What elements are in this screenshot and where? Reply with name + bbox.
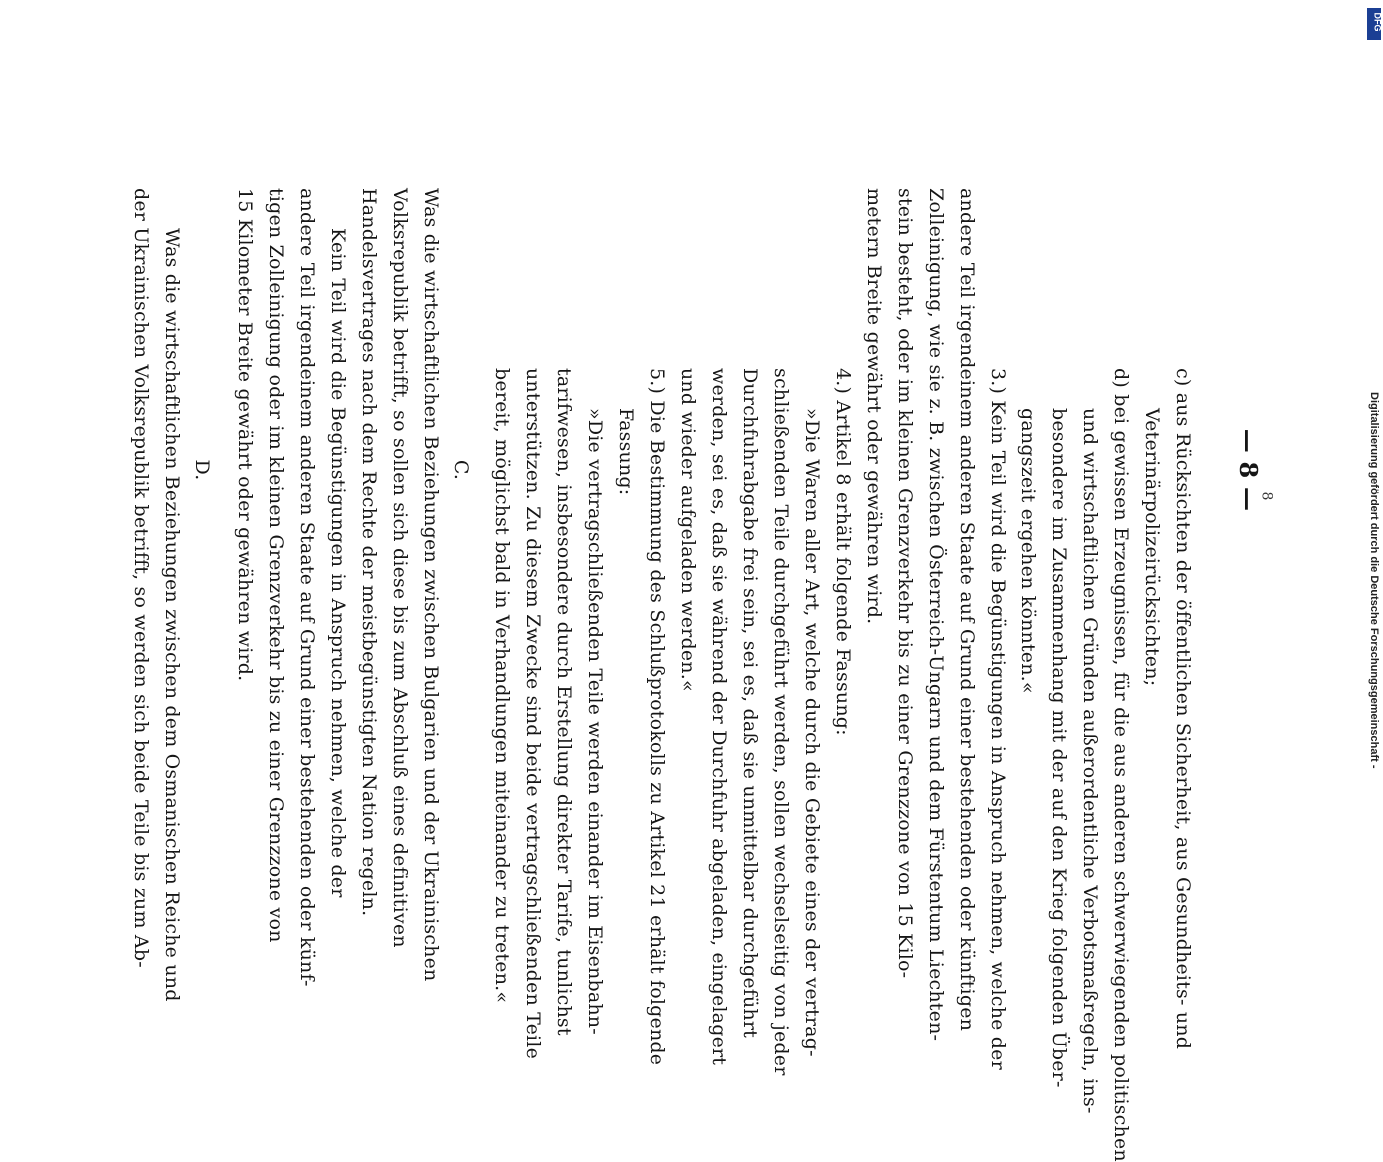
rotated-document-page bbox=[130, 120, 1263, 1162]
dfg-logo-text: DFG bbox=[1372, 12, 1383, 32]
text-line: d) bei gewissen Erzeugnissen, für die aus anderen schwerwiegenden politischen bbox=[1110, 368, 1132, 1162]
text-line: gangszeit ergehen könnten.« bbox=[1017, 408, 1039, 694]
text-line: 15 Kilometer Breite gewährt oder gewähren wird. bbox=[234, 188, 256, 682]
text-line: 4.) Artikel 8 erhält folgende Fassung: bbox=[832, 368, 854, 736]
text-line: »Die vertragschließenden Teile werden einander im Eisenbahn- bbox=[584, 408, 606, 1035]
footer-page-mark: 8 bbox=[1258, 491, 1275, 501]
text-line: Volksrepublik betrifft, so sollen sich diese bis zum Abschluß eines definitiven bbox=[389, 188, 411, 948]
text-line: unterstützen. Zu diesem Zwecke sind beide vertragschließenden Teile bbox=[522, 368, 544, 1060]
text-line: tarifwesen, insbesondere durch Erstellung direkter Tarife, tunlichst bbox=[553, 368, 575, 1036]
text-line: Handelsvertrages nach dem Rechte der meistbegünstigten Nation regeln. bbox=[358, 188, 380, 917]
text-line: 3.) Kein Teil wird die Begünstigungen in Anspruch nehmen, welche der bbox=[987, 368, 1009, 1070]
text-line: Kein Teil wird die Begünstigungen in Anspruch nehmen, welche der bbox=[327, 228, 349, 898]
text-line: Was die wirtschaftlichen Beziehungen zwischen dem Osmanischen Reiche und bbox=[161, 228, 183, 1002]
text-line: der Ukrainischen Volksrepublik betrifft, so werden sich beide Teile bis zum Ab- bbox=[130, 188, 152, 968]
text-line: tigen Zolleinigung oder im kleinen Grenzverkehr bis zu einer Grenzzone von bbox=[265, 188, 287, 943]
digitization-credit bbox=[1366, 392, 1383, 992]
text-line: Zolleinigung, wie sie z. B. zwischen Österreich-Ungarn und dem Fürstentum Liechten- bbox=[925, 188, 947, 1042]
text-line: schließenden Teile durchgeführt werden, sollen wechselseitig von jeder bbox=[770, 368, 792, 1076]
credit-text: Digitalisierung gefördert durch die Deutsche Forschungsgemeinschaft - bbox=[1368, 392, 1380, 769]
text-line: 5.) Die Bestimmung des Schlußprotokolls zu Artikel 21 erhält folgende bbox=[646, 368, 668, 1066]
text-line: und wieder aufgeladen werden.« bbox=[677, 368, 699, 692]
text-line: Fassung: bbox=[615, 408, 637, 496]
text-line: Was die wirtschaftlichen Beziehungen zwischen Bulgarien und der Ukrainischen bbox=[420, 188, 442, 982]
text-line: andere Teil irgendeinem anderen Staate auf Grund einer bestehenden oder künf- bbox=[296, 188, 318, 987]
text-line: metern Breite gewährt oder gewähren wird. bbox=[863, 188, 885, 625]
text-line: D. bbox=[191, 459, 213, 481]
text-line: c) aus Rücksichten der öffentlichen Sicherheit, aus Gesundheits- und bbox=[1172, 368, 1194, 1050]
text-line: Durchfuhrabgabe frei sein, sei es, daß sie unmittelbar durchgeführt bbox=[739, 368, 761, 1038]
text-line: werden, sei es, daß sie während der Durchfuhr abgeladen, eingelagert bbox=[708, 368, 730, 1066]
text-line: bereit, möglichst bald in Verhandlungen miteinander zu treten.« bbox=[491, 368, 513, 1004]
text-line: »Die Waren aller Art, welche durch die Gebiete eines der vertrag- bbox=[801, 408, 823, 1057]
text-line: andere Teil irgendeinem anderen Staate auf Grund einer bestehenden oder künftigen bbox=[956, 188, 978, 1032]
dfg-logo bbox=[1367, 8, 1381, 40]
text-line: Veterinärpolizeirücksichten; bbox=[1141, 408, 1163, 687]
text-line: und wirtschaftlichen Gründen außerordentliche Verbotsmaßregeln, ins- bbox=[1079, 408, 1101, 1114]
text-line: besondere im Zusammenhang mit der auf den Krieg folgenden Über- bbox=[1048, 408, 1070, 1088]
text-line: C. bbox=[450, 459, 472, 481]
page-number: — 8 — bbox=[1234, 428, 1263, 512]
text-line: stein besteht, oder im kleinen Grenzverkehr bis zu einer Grenzzone von 15 Kilo- bbox=[894, 188, 916, 979]
